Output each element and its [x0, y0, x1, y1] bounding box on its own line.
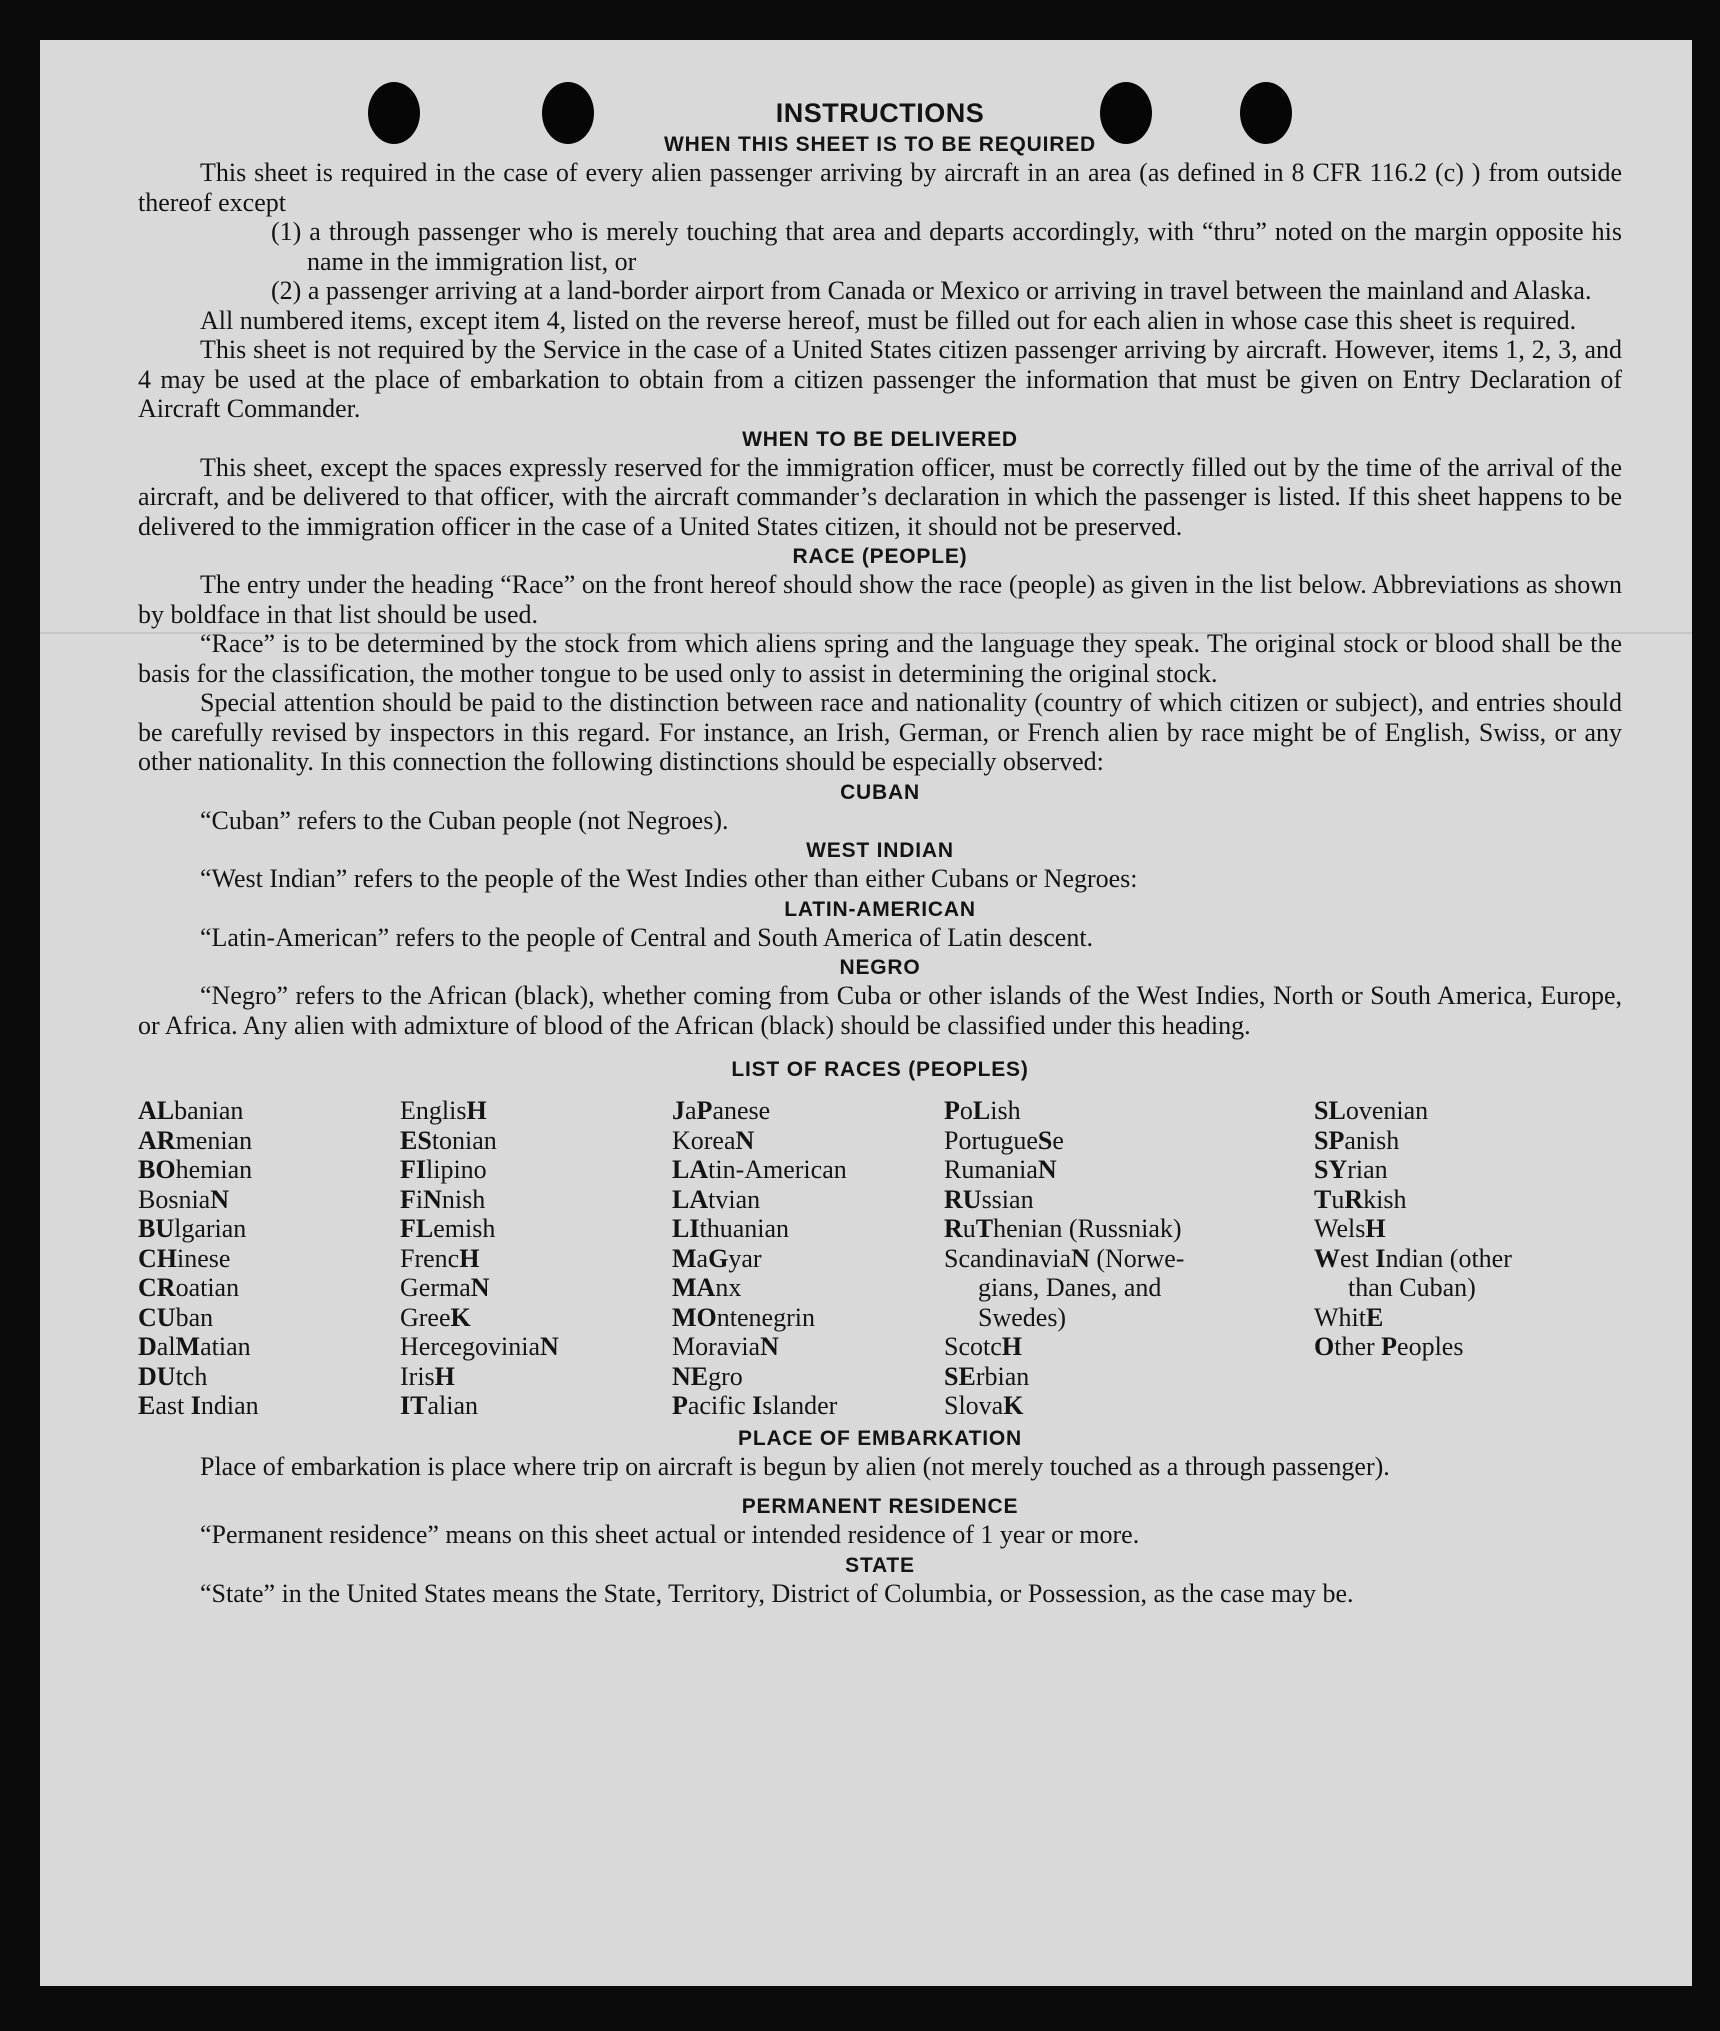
- race-entry: PoLish: [944, 1096, 1021, 1125]
- section-heading-negro: NEGRO: [839, 956, 921, 979]
- race-entry: RuThenian (Russniak): [944, 1214, 1182, 1243]
- race-entry: SPanish: [1314, 1125, 1400, 1155]
- section-heading-required: WHEN THIS SHEET IS TO BE REQUIRED: [663, 133, 1097, 156]
- exception-item-1: (1) a through passenger who is merely touching that area and departs accordingly, with “thru” noted on the margin opposite his name in the immigration list, or: [271, 217, 1622, 276]
- race-entry: ALbanian: [138, 1096, 244, 1125]
- section-heading-list-of-races: LIST OF RACES (PEOPLES): [731, 1058, 1029, 1081]
- race-column: [672, 1096, 944, 1421]
- race-entry: HercegoviniaN: [400, 1332, 559, 1361]
- document-page: [40, 40, 1692, 1986]
- race-entry: gians, Danes, and: [978, 1273, 1162, 1302]
- race-entry: FrencH: [400, 1243, 480, 1273]
- section-heading-west-indian: WEST INDIAN: [806, 839, 954, 862]
- race-entry: ARmenian: [138, 1125, 253, 1155]
- race-entry: BosniaN: [138, 1184, 230, 1214]
- paragraph-race-3: Special attention should be paid to the distinction between race and nationality (country of which citizen or subject), and entries should be carefully revised by inspectors in this regard. For instance, an Irish, German, or French alien by race might be of English, Swiss, or any other nationality. In this connection the following distinctions should be especially observed:: [138, 688, 1622, 776]
- section-heading-embarkation: PLACE OF EMBARKATION: [738, 1426, 1022, 1450]
- race-column: [944, 1096, 1314, 1421]
- race-entry: ITalian: [400, 1391, 478, 1420]
- race-entry: CHinese: [138, 1243, 231, 1273]
- race-entry: ScotcH: [944, 1332, 1022, 1361]
- race-entry: JaPanese: [672, 1096, 771, 1125]
- section-heading-cuban: CUBAN: [840, 780, 920, 804]
- race-entry: SlovaK: [944, 1391, 1024, 1420]
- page-title: INSTRUCTIONS: [775, 98, 985, 128]
- race-entry: East Indian: [138, 1391, 259, 1420]
- race-entry: CUban: [138, 1302, 214, 1332]
- paragraph-west-indian: “West Indian” refers to the people of the West Indies other than either Cubans or Negroes:: [200, 864, 1138, 893]
- paragraph-latin-american: “Latin-American” refers to the people of Central and South America of Latin descent.: [200, 922, 1094, 952]
- paragraph-embarkation: Place of embarkation is place where trip on aircraft is begun by alien (not merely touched as a through passenger).: [200, 1451, 1390, 1481]
- race-entry: GermaN: [400, 1273, 490, 1302]
- section-heading-delivered: WHEN TO BE DELIVERED: [742, 427, 1018, 451]
- instructions-content: [138, 98, 1622, 1608]
- section-heading-race: RACE (PEOPLE): [792, 545, 968, 568]
- race-entry: BUlgarian: [138, 1214, 247, 1243]
- race-entry: WelsH: [1314, 1214, 1386, 1243]
- race-entry: GreeK: [400, 1302, 471, 1332]
- race-column: [1314, 1096, 1604, 1421]
- paragraph-required-1: This sheet is required in the case of every alien passenger arriving by aircraft in an area (as defined in 8 CFR 116.2 (c) ) from outside thereof except: [138, 158, 1622, 217]
- race-entry: Pacific Islander: [672, 1391, 838, 1420]
- paragraph-race-2: “Race” is to be determined by the stock from which aliens spring and the language they speak. The original stock or blood shall be the basis for the classification, the mother tongue to be used only to assist in determining the original stock.: [138, 629, 1622, 688]
- race-entry: RumaniaN: [944, 1155, 1057, 1184]
- race-entry: SLovenian: [1314, 1096, 1429, 1125]
- paragraph-state: “State” in the United States means the State, Territory, District of Columbia, or Possession, as the case may be.: [200, 1578, 1354, 1608]
- paragraph-race-1: The entry under the heading “Race” on the front hereof should show the race (people) as given in the list below. Abbreviations as shown by boldface in that list should be used.: [138, 570, 1622, 629]
- race-entry: PortugueSe: [944, 1125, 1064, 1155]
- race-entry: MOntenegrin: [672, 1302, 815, 1332]
- race-entry: than Cuban): [1348, 1273, 1476, 1302]
- race-entry: LAtvian: [672, 1184, 761, 1214]
- race-column: [400, 1096, 672, 1421]
- race-entry: BOhemian: [138, 1155, 253, 1184]
- race-entry: LIthuanian: [672, 1214, 789, 1243]
- race-entry: EnglisH: [400, 1096, 487, 1125]
- race-entry: ScandinaviaN (Norwe-: [944, 1243, 1185, 1273]
- race-entry: MAnx: [672, 1273, 742, 1302]
- race-entry: Swedes): [978, 1302, 1067, 1332]
- paragraph-residence: “Permanent residence” means on this sheet actual or intended residence of 1 year or more.: [200, 1520, 1140, 1549]
- race-entry: DUtch: [138, 1361, 208, 1391]
- section-heading-latin-american: LATIN-AMERICAN: [784, 897, 976, 921]
- race-entry: TuRkish: [1314, 1184, 1407, 1214]
- race-entry: MaGyar: [672, 1243, 762, 1273]
- race-entry: FIlipino: [400, 1155, 487, 1184]
- race-column: [138, 1096, 400, 1421]
- race-entry: NEgro: [672, 1361, 743, 1391]
- race-entry: KoreaN: [672, 1125, 755, 1155]
- race-entry: FiNnish: [400, 1184, 486, 1214]
- race-entry: FLemish: [400, 1214, 496, 1243]
- race-entry: LAtin-American: [672, 1155, 847, 1184]
- race-entry: West Indian (other: [1314, 1243, 1512, 1273]
- race-entry: WhitE: [1314, 1302, 1384, 1332]
- race-entry: DalMatian: [138, 1332, 251, 1361]
- race-entry: IrisH: [400, 1361, 455, 1391]
- exception-item-2: (2) a passenger arriving at a land-border airport from Canada or Mexico or arriving in travel between the mainland and Alaska.: [271, 276, 1592, 305]
- race-list: [138, 1096, 1622, 1421]
- paragraph-required-2: All numbered items, except item 4, listed on the reverse hereof, must be filled out for each alien in whose case this sheet is required.: [200, 305, 1577, 335]
- race-entry: SYrian: [1314, 1155, 1388, 1184]
- race-entry: EStonian: [400, 1125, 497, 1155]
- section-heading-residence: PERMANENT RESIDENCE: [741, 1495, 1019, 1518]
- section-heading-state: STATE: [845, 1553, 915, 1577]
- paragraph-cuban: “Cuban” refers to the Cuban people (not Negroes).: [200, 805, 729, 835]
- paragraph-negro: “Negro” refers to the African (black), whether coming from Cuba or other islands of the West Indies, North or South America, Europe, or Africa. Any alien with admixture of blood of the African (black) should be classified under this heading.: [138, 981, 1622, 1040]
- race-entry: Other Peoples: [1314, 1332, 1464, 1361]
- race-entry: MoraviaN: [672, 1332, 779, 1361]
- paragraph-required-3: This sheet is not required by the Service in the case of a United States citizen passenger arriving by aircraft. However, items 1, 2, 3, and 4 may be used at the place of embarkation to obtain from a citizen passenger the information that must be given on Entry Declaration of Aircraft Commander.: [138, 335, 1622, 423]
- race-entry: CRoatian: [138, 1273, 240, 1302]
- paragraph-delivered: This sheet, except the spaces expressly reserved for the immigration officer, must be correctly filled out by the time of the arrival of the aircraft, and be delivered to that officer, with the aircraft commander’s declaration in which the passenger is listed. If this sheet happens to be delivered to the immigration officer in the case of a United States citizen, it should not be preserved.: [138, 452, 1622, 541]
- race-entry: RUssian: [944, 1184, 1034, 1214]
- race-entry: SErbian: [944, 1361, 1030, 1391]
